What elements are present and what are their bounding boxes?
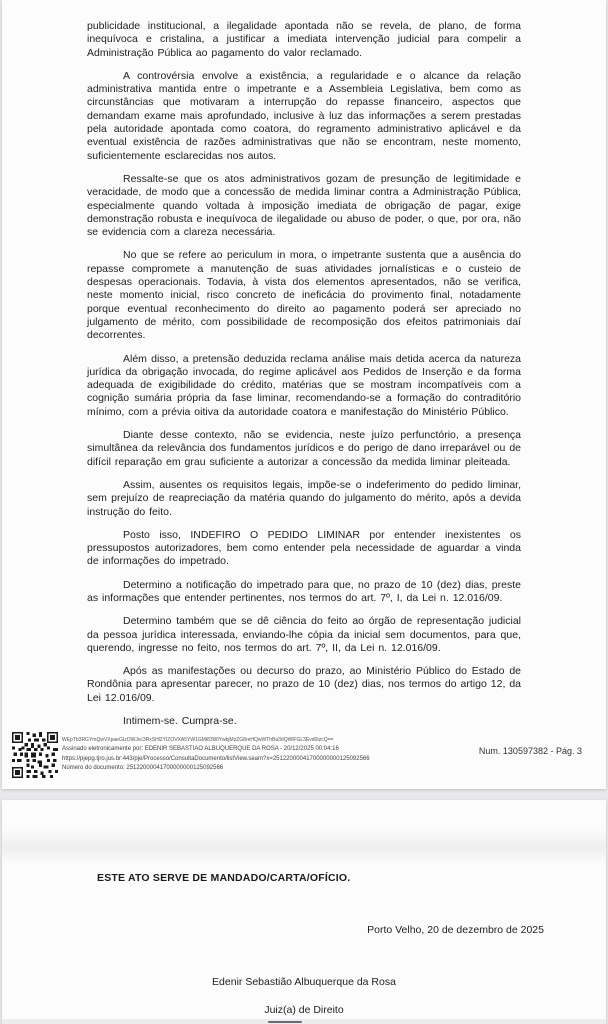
document-number-line: Número do documento: 25122000041700000000125092566 xyxy=(62,765,224,771)
body-paragraph: Assim, ausentes os requisitos legais, impõe-se o indeferimento do pedido liminar, sem prejuízo de reapreciação da matéria quando do julgamento do mérito, após a devida instrução do feito. xyxy=(87,478,521,518)
page-reference: Num. 130597382 - Pág. 3 xyxy=(478,746,582,756)
document-page-4 xyxy=(2,800,606,1024)
body-paragraph: Posto isso, INDEFIRO O PEDIDO LIMINAR por entender inexistentes os pressupostos autorizadores, bem como entender pela necessidade de aguardar a vinda de informações do impetrado. xyxy=(87,528,521,568)
body-paragraph: Ressalte-se que os atos administrativos gozam de presunção de legitimidade e veracidade, de modo que a concessão de medida liminar contra a Administração Pública, especialmente quando voltada à imposição imediata de obrigação de pagar, exige demonstração robusta e inequívoca de ilegalidade ou abuso de poder, o que, por ora, não se evidencia com a clareza necessária. xyxy=(87,172,521,239)
body-paragraph: Determino a notificação do impetrado para que, no prazo de 10 (dez) dias, preste as informações que entender pertinentes, nos termos do art. 7º, I, da Lei n. 12.016/09. xyxy=(87,578,521,604)
qr-code-icon xyxy=(12,732,58,778)
body-paragraph: A controvérsia envolve a existência, a regularidade e o alcance da relação administrativa mantida entre o impetrante e a Assembleia Legislativa, bem como as circunstâncias que motivaram a interrupção do repasse financeiro, aspectos que demandam exame mais aprofundado, inclusive à luz das informações a serem prestadas pela autoridade apontada como coatora, do regramento administrativo aplicável e da eventual existência de razões administrativas que não se encontram, neste momento, suficientemente esclarecidas nos autos. xyxy=(87,69,521,162)
body-paragraph: Diante desse contexto, não se evidencia, neste juízo perfunctório, a presença simultânea da relevância dos fundamentos jurídicos e do perigo de dano irreparável ou de difícil reparação em grau suficiente a autorizar a concessão da medida liminar pleiteada. xyxy=(87,429,521,468)
signature-footer xyxy=(2,728,606,784)
judge-title: Juiz(a) de Direito xyxy=(264,1004,344,1016)
document-page-3 xyxy=(2,0,606,789)
scan-mark xyxy=(268,1021,302,1023)
judge-name: Edenir Sebastião Albuquerque da Rosa xyxy=(212,976,396,988)
place-date-line: Porto Velho, 20 de dezembro de 2025 xyxy=(367,924,544,936)
body-paragraph: No que se refere ao periculum in mora, o impetrante sustenta que a ausência do repasse compromete a manutenção de suas atividades jornalísticas e o custeio de despesas operacionais. Todavia, à vista dos elementos apresentados, não se verifica, neste momento inicial, risco concreto de ineficácia do provimento final, notadamente porque eventual reconhecimento do direito ao pagamento poderá ser apreciado no julgamento de mérito, com possibilidade de recomposição dos efeitos patrimoniais daí decorrentes. xyxy=(87,249,521,342)
signature-hash: WEpTb3RGYmQwVXpaeGIzOWJvc3RxSHl2YIZOVXA5YW1GMi83WIYwbjMzZG8reHQwWThBa3dQWlFGL3Evd0tzcQ== xyxy=(62,737,334,743)
body-paragraph: Determino também que se dê ciência do feito ao órgão de representação judicial da pessoa jurídica interessada, enviando-lhe cópia da inicial sem documentos, para que, querendo, ingresse no feito, nos termos do art. 7º, II, da Lei n. 12.016/09. xyxy=(87,615,521,654)
electronic-signature-block xyxy=(62,736,432,774)
scan-artifact-band xyxy=(2,828,606,864)
signed-by-line: Assinado eletronicamente por: EDENIR SEBASTIAO ALBUQUERQUE DA ROSA - 20/12/2025 00:04:16 xyxy=(62,746,339,752)
verification-url: https://pjepg.tjro.jus.br:443/pje/Processo/ConsultaDocumento/listView.seam?x=25122000041700000000125092566 xyxy=(62,755,370,762)
page-bottom-strip xyxy=(2,1019,606,1024)
body-paragraph: Intimem-se. Cumpra-se. xyxy=(123,715,237,728)
body-paragraph: publicidade institucional, a ilegalidade apontada não se revela, de plano, de forma inequívoca e cristalina, a justificar a imediata intervenção judicial para compelir a Administração Pública ao pagamento do valor reclamado. xyxy=(87,20,521,59)
decision-body xyxy=(87,20,521,738)
body-paragraph: Após as manifestações ou decurso do prazo, ao Ministério Público do Estado de Rondônia para apresentar parecer, no prazo de 10 (dez) dias, nos termos do artigo 12, da Lei 12.016/09. xyxy=(87,665,521,704)
mandate-statement: ESTE ATO SERVE DE MANDADO/CARTA/OFÍCIO. xyxy=(97,872,351,884)
body-paragraph: Além disso, a pretensão deduzida reclama análise mais detida acerca da natureza jurídica da obrigação invocada, do regime aplicável aos Pedidos de Inserção e da forma adequada de exigibilidade do crédito, matérias que se mostram incompatíveis com a cognição sumária própria da fase liminar, recomendando-se a formação do contraditório mínimo, com a prévia oitiva da autoridade coatora e manifestação do Ministério Público. xyxy=(87,352,521,418)
